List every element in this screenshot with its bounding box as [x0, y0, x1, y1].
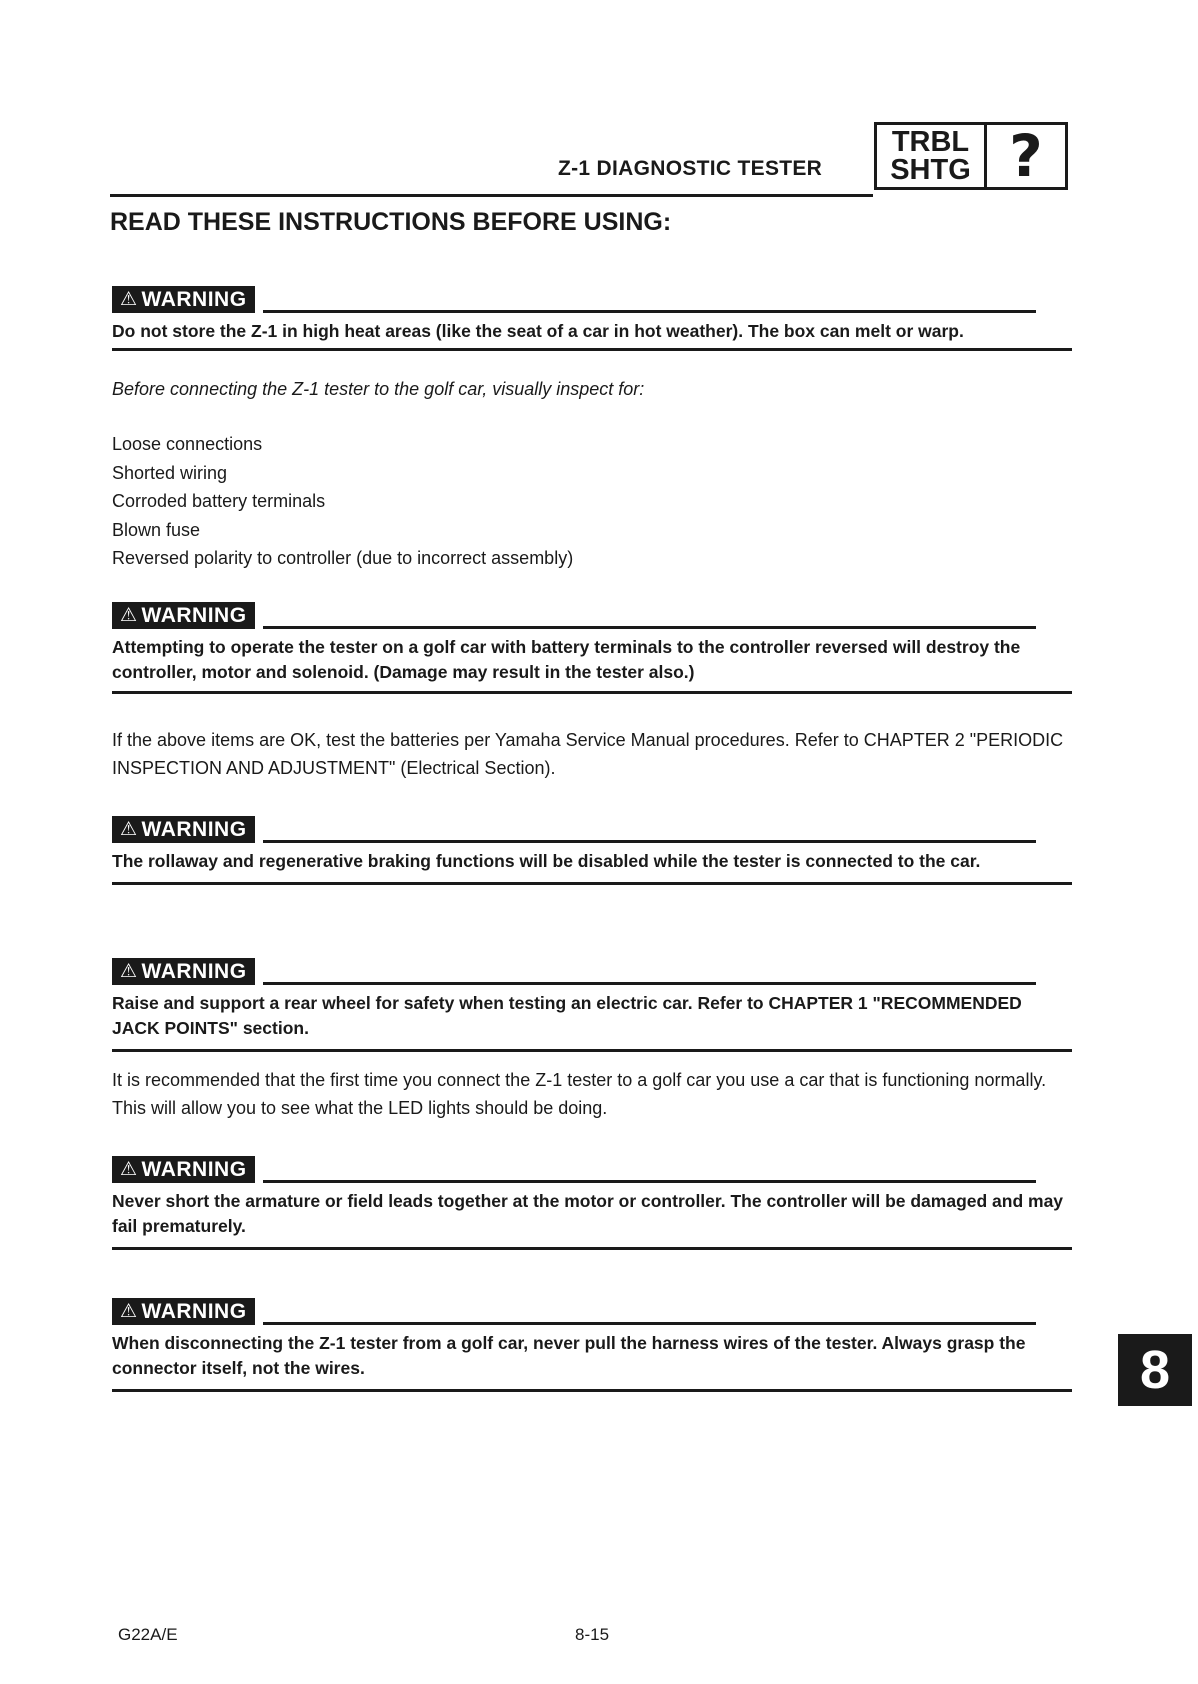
recommend-paragraph: It is recommended that the first time you connect the Z-1 tester to a golf car you use a car that is functioning normally. This will allow you to see what the LED lights should be doing. [112, 1070, 1047, 1118]
inspect-list [112, 430, 573, 573]
warning-label-text: WARNING [141, 960, 247, 983]
warning-label-text: WARNING [141, 1158, 247, 1181]
warning-triangle-icon: ⚠ [120, 1159, 138, 1180]
warning-label [112, 1156, 255, 1183]
warning-label-text: WARNING [141, 1300, 247, 1323]
list-item: Shorted wiring [112, 462, 228, 483]
warning-text: Never short the armature or field leads together at the motor or controller. The controller will be damaged and may fail prematurely. [112, 1191, 1064, 1236]
warning-rule [263, 982, 1036, 985]
warning-text: Do not store the Z-1 in high heat areas (like the seat of a car in hot weather). The box can melt or warp. [112, 321, 964, 341]
warning-bottom-rule [112, 1389, 1072, 1392]
warning-label-text: WARNING [141, 604, 247, 627]
badge-line-2: SHTG [890, 154, 971, 186]
warning-text: Attempting to operate the tester on a golf car with battery terminals to the controller reversed will destroy the controller, motor and solenoid. (Damage may result in the tester also.) [112, 637, 1021, 682]
warning-rule [263, 1322, 1036, 1325]
warning-label [112, 958, 255, 985]
warning-label [112, 286, 255, 313]
warning-block-3 [112, 816, 1072, 885]
badge-text [877, 125, 987, 187]
section-title: Z-1 DIAGNOSTIC TESTER [558, 157, 823, 180]
warning-triangle-icon: ⚠ [120, 961, 138, 982]
warning-triangle-icon: ⚠ [120, 1301, 138, 1322]
warning-label [112, 816, 255, 843]
warning-bottom-rule [112, 882, 1072, 885]
warning-rule [263, 1180, 1036, 1183]
warning-bottom-rule [112, 1049, 1072, 1052]
warning-rule [263, 310, 1036, 313]
warning-block-5 [112, 1156, 1072, 1250]
inspect-intro: Before connecting the Z-1 tester to the golf car, visually inspect for: [112, 379, 645, 399]
list-item: Reversed polarity to controller (due to incorrect assembly) [112, 548, 574, 568]
question-mark-icon: ? [1009, 122, 1043, 190]
warning-label [112, 602, 255, 629]
main-heading: READ THESE INSTRUCTIONS BEFORE USING: [110, 208, 672, 236]
warning-triangle-icon: ⚠ [120, 605, 138, 626]
warning-label-text: WARNING [141, 818, 247, 841]
chapter-tab: 8 [1118, 1334, 1192, 1406]
footer-model: G22A/E [118, 1625, 178, 1644]
warning-text: Raise and support a rear wheel for safety when testing an electric car. Refer to CHAPTER 1 "RECOMMENDED JACK POINTS" section. [112, 993, 1022, 1038]
warning-text: The rollaway and regenerative braking functions will be disabled while the tester is connected to the car. [112, 851, 981, 871]
warning-block-1 [112, 286, 1072, 351]
warning-bottom-rule [112, 348, 1072, 351]
warning-text: When disconnecting the Z-1 tester from a golf car, never pull the harness wires of the tester. Always grasp the connector itself, not the wires. [112, 1333, 1026, 1378]
badge-line-1: TRBL [891, 126, 970, 158]
warning-bottom-rule [112, 691, 1072, 694]
warning-label-text: WARNING [141, 288, 247, 311]
warning-block-2 [112, 602, 1072, 694]
list-item: Loose connections [112, 434, 263, 454]
warning-rule [263, 840, 1036, 843]
page-number: 8-15 [575, 1625, 610, 1644]
warning-triangle-icon: ⚠ [120, 289, 138, 310]
header-rule [110, 194, 873, 197]
warning-rule [263, 626, 1036, 629]
warning-triangle-icon: ⚠ [120, 819, 138, 840]
troubleshooting-badge [874, 122, 1068, 190]
batteries-paragraph: If the above items are OK, test the batteries per Yamaha Service Manual procedures. Refer to CHAPTER 2 "PERIODIC INSPECTION AND ADJUSTMENT" (Electrical Section). [112, 730, 1064, 778]
warning-block-6 [112, 1298, 1072, 1392]
warning-block-4 [112, 958, 1072, 1052]
warning-bottom-rule [112, 1247, 1072, 1250]
list-item: Corroded battery terminals [112, 491, 326, 511]
warning-label [112, 1298, 255, 1325]
list-item: Blown fuse [112, 519, 201, 540]
